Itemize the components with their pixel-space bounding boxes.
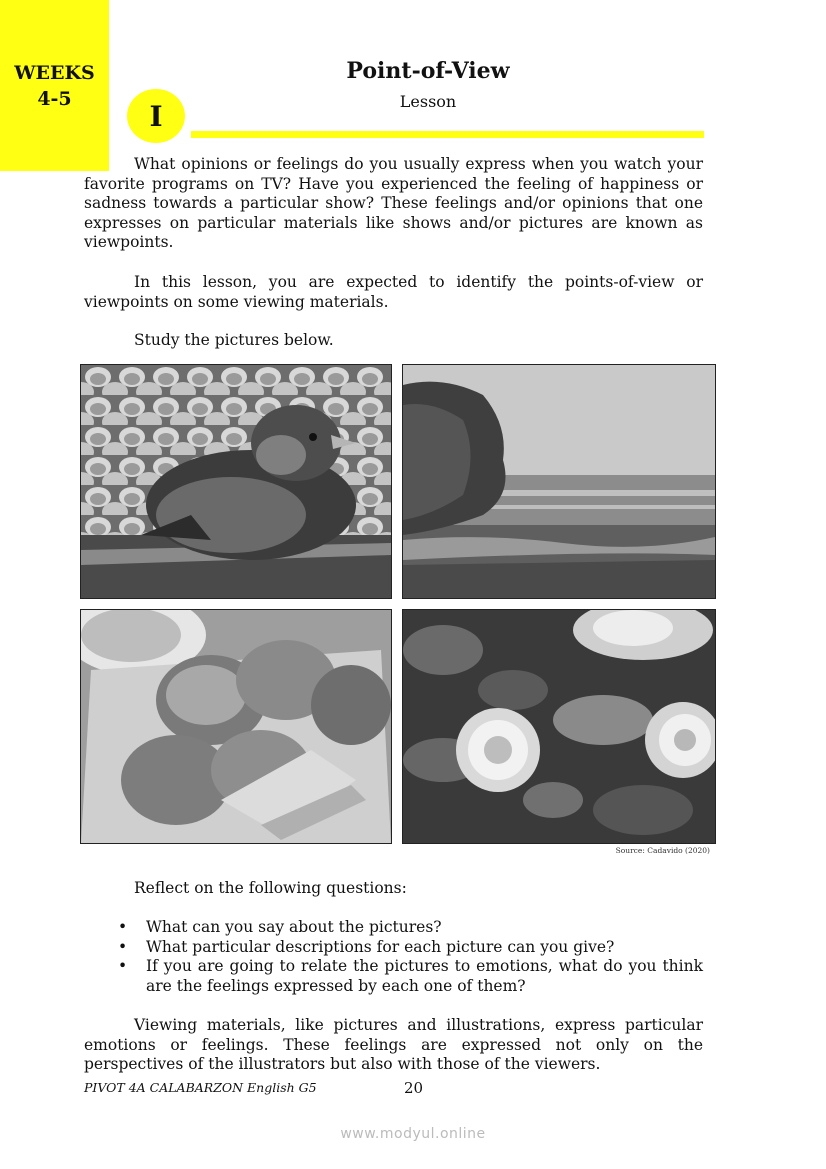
page-subtitle: Lesson xyxy=(399,92,457,111)
list-item: • What can you say about the pictures? xyxy=(116,918,703,938)
bread-photo xyxy=(80,609,392,844)
list-item: • If you are going to relate the pictures to emotions, what do you think are the feelings expressed by each one of them? xyxy=(116,957,703,996)
intro-paragraph: What opinions or feelings do you usually express when you watch your favorite programs on TV? Have you experienced the feeling of happiness or sadness towards a particular show? These feelings and/or opinions that one expresses on particular materials like shows and/or pictures are known as viewpoints. xyxy=(84,155,703,252)
footer-module-label: PIVOT 4A CALABARZON English G5 xyxy=(84,1080,317,1095)
picture-grid xyxy=(80,364,714,842)
question-list xyxy=(116,918,703,996)
closing-paragraph: Viewing materials, like pictures and illustrations, express particular emotions or feelings. These feelings are expressed not only on the perspectives of the illustrators but also with those of the viewers. xyxy=(84,1016,703,1074)
bird-photo xyxy=(80,364,392,599)
study-prompt: Study the pictures below. xyxy=(134,331,334,349)
reflect-prompt: Reflect on the following questions: xyxy=(134,879,407,897)
weeks-range: 4-5 xyxy=(37,88,72,110)
image-source-credit: Source: Cadavido (2020) xyxy=(615,846,710,855)
watermark: www.modyul.online xyxy=(340,1126,486,1142)
list-item: • What particular descriptions for each picture can you give? xyxy=(116,938,703,958)
weeks-badge xyxy=(0,0,109,171)
weeks-label: WEEKS xyxy=(14,62,95,84)
page-number: 20 xyxy=(404,1079,424,1097)
page-title: Point-of-View xyxy=(346,58,510,84)
seashore-photo xyxy=(402,364,716,599)
objective-paragraph: In this lesson, you are expected to identify the points-of-view or viewpoints on some viewing materials. xyxy=(84,273,703,311)
title-underline xyxy=(191,131,704,138)
lesson-letter-badge: I xyxy=(127,89,185,143)
flowers-photo xyxy=(402,609,716,844)
